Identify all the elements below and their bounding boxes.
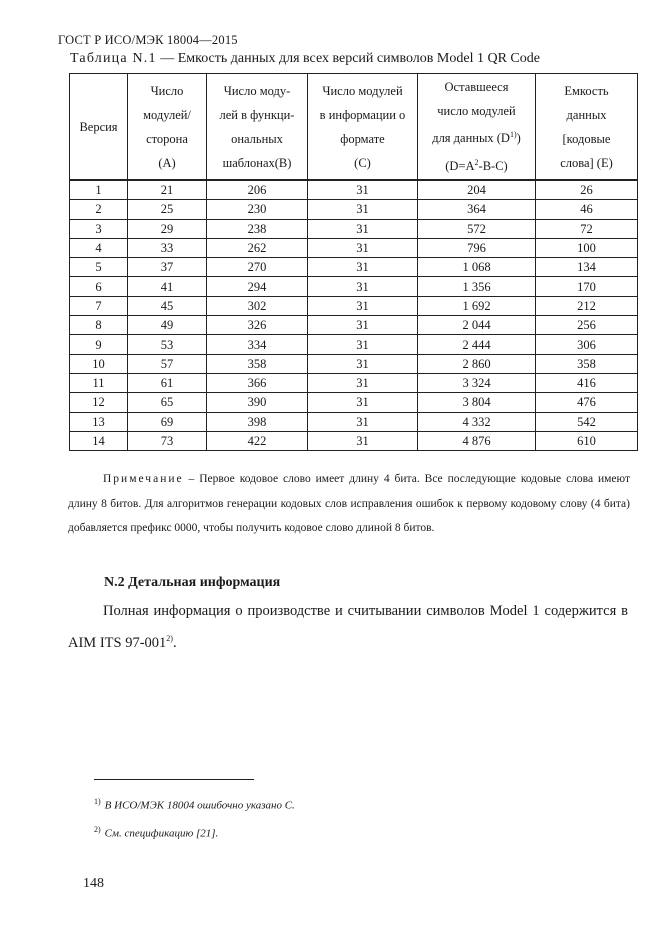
table-cell: 326 <box>207 316 308 335</box>
table-cell: 170 <box>536 277 638 296</box>
footnote-1: $^{1)}$ В ИСО/МЭК 18004 ошибочно указано С. <box>94 797 295 812</box>
table-cell: 31 <box>308 180 418 200</box>
table-cell: 31 <box>308 238 418 257</box>
table-cell: 57 <box>128 354 207 373</box>
table-row <box>70 277 638 296</box>
table-cell: 204 <box>418 180 536 200</box>
table-cell: 31 <box>308 219 418 238</box>
paragraph-footnote-mark: 2) <box>166 634 173 643</box>
table-cell: 65 <box>128 393 207 412</box>
table-cell: 294 <box>207 277 308 296</box>
table-cell: 12 <box>70 393 128 412</box>
note-text: – Первое кодовое слово имеет длину 4 бита. Все последующие кодовые слова имеют длину 8 битов. Для алгоритмов генерации кодовых слов исправления ошибок к первому кодовому слову (4 бита) добавляется префикс 0000, чтобы получить кодовое слово длиной 8 битов. <box>68 473 630 534</box>
table-cell: 5 <box>70 258 128 277</box>
footnote-2: $^{2)}$ См. спецификацию [21]. <box>94 825 219 840</box>
table-cell: 212 <box>536 296 638 315</box>
footnote-separator <box>94 779 254 780</box>
table-cell: 31 <box>308 258 418 277</box>
table-cell: 1 <box>70 180 128 200</box>
table-caption-text: — Емкость данных для всех версий символов Model 1 QR Code <box>156 51 540 66</box>
table-row <box>70 431 638 450</box>
table-cell: 31 <box>308 373 418 392</box>
table-body <box>70 180 638 451</box>
table-cell: 1 692 <box>418 296 536 315</box>
table-cell: 41 <box>128 277 207 296</box>
table-cell: 1 356 <box>418 277 536 296</box>
table-cell: 10 <box>70 354 128 373</box>
table-cell: 390 <box>207 393 308 412</box>
note-label: Примечание <box>103 473 184 485</box>
table-cell: 3 804 <box>418 393 536 412</box>
table-cell: 31 <box>308 335 418 354</box>
table-cell: 334 <box>207 335 308 354</box>
table-header-row <box>70 74 638 181</box>
table-row <box>70 393 638 412</box>
table-cell: 31 <box>308 200 418 219</box>
table-row <box>70 238 638 257</box>
table-cell: 134 <box>536 258 638 277</box>
table-cell: 416 <box>536 373 638 392</box>
table-cell: 2 444 <box>418 335 536 354</box>
table-row <box>70 219 638 238</box>
table-cell: 13 <box>70 412 128 431</box>
section-paragraph: Полная информация о производстве и считывании символов Model 1 содержится в AIM ITS 97-001$^{2)}$. <box>68 603 628 651</box>
table-cell: 45 <box>128 296 207 315</box>
table-cell: 796 <box>418 238 536 257</box>
table-cell: 25 <box>128 200 207 219</box>
table-row <box>70 316 638 335</box>
table-cell: 262 <box>207 238 308 257</box>
table-cell: 3 324 <box>418 373 536 392</box>
table-cell: 26 <box>536 180 638 200</box>
header-version: Версия <box>70 74 128 181</box>
table-cell: 14 <box>70 431 128 450</box>
table-cell: 230 <box>207 200 308 219</box>
table-cell: 8 <box>70 316 128 335</box>
header-modules-per-side: Число модулей/ сторона (A) <box>128 74 207 181</box>
table-row <box>70 373 638 392</box>
table-cell: 31 <box>308 431 418 450</box>
table-cell: 31 <box>308 354 418 373</box>
table-cell: 53 <box>128 335 207 354</box>
table-cell: 2 044 <box>418 316 536 335</box>
table-row <box>70 258 638 277</box>
table-cell: 2 860 <box>418 354 536 373</box>
table-cell: 610 <box>536 431 638 450</box>
table-row <box>70 180 638 200</box>
table-cell: 476 <box>536 393 638 412</box>
table-caption <box>70 51 540 67</box>
table-cell: 7 <box>70 296 128 315</box>
table-cell: 31 <box>308 277 418 296</box>
table-cell: 306 <box>536 335 638 354</box>
table-cell: 270 <box>207 258 308 277</box>
page-number: 148 <box>83 876 104 891</box>
table-cell: 302 <box>207 296 308 315</box>
table-row <box>70 354 638 373</box>
table-note <box>68 467 630 541</box>
table-cell: 69 <box>128 412 207 431</box>
table-cell: 31 <box>308 393 418 412</box>
table-cell: 4 332 <box>418 412 536 431</box>
table-cell: 4 <box>70 238 128 257</box>
section-heading: N.2 Детальная информация <box>104 575 281 590</box>
table-cell: 358 <box>207 354 308 373</box>
table-cell: 6 <box>70 277 128 296</box>
header-remaining-data-modules: Оставшееся число модулей для данных $(D^{1)})$ $(D=A^2-B-C)$ <box>418 74 536 181</box>
table-cell: 21 <box>128 180 207 200</box>
table-row <box>70 200 638 219</box>
table-cell: 358 <box>536 354 638 373</box>
table-cell: 31 <box>308 316 418 335</box>
table-cell: 9 <box>70 335 128 354</box>
table-cell: 238 <box>207 219 308 238</box>
table-caption-label: Таблица N.1 <box>70 51 157 66</box>
table-cell: 37 <box>128 258 207 277</box>
header-function-pattern-modules: Число моду- лей в функци- ональных шаблонах(B) <box>207 74 308 181</box>
table-cell: 542 <box>536 412 638 431</box>
table-cell: 49 <box>128 316 207 335</box>
table-cell: 3 <box>70 219 128 238</box>
header-format-info-modules: Число модулей в информации о формате (C) <box>308 74 418 181</box>
table-cell: 72 <box>536 219 638 238</box>
table-cell: 100 <box>536 238 638 257</box>
table-cell: 4 876 <box>418 431 536 450</box>
table-row <box>70 335 638 354</box>
table-cell: 61 <box>128 373 207 392</box>
table-cell: 31 <box>308 296 418 315</box>
header-footnote-mark: 1) <box>509 130 517 140</box>
table-cell: 364 <box>418 200 536 219</box>
table-row <box>70 412 638 431</box>
table-cell: 572 <box>418 219 536 238</box>
table-cell: 46 <box>536 200 638 219</box>
table-row <box>70 296 638 315</box>
table-cell: 1 068 <box>418 258 536 277</box>
table-cell: 256 <box>536 316 638 335</box>
table-cell: 29 <box>128 219 207 238</box>
table-cell: 206 <box>207 180 308 200</box>
table-cell: 73 <box>128 431 207 450</box>
table-cell: 11 <box>70 373 128 392</box>
table-cell: 33 <box>128 238 207 257</box>
table-cell: 398 <box>207 412 308 431</box>
table-cell: 366 <box>207 373 308 392</box>
data-capacity-table <box>69 73 638 451</box>
table-cell: 422 <box>207 431 308 450</box>
table-cell: 2 <box>70 200 128 219</box>
document-header: ГОСТ Р ИСО/МЭК 18004—2015 <box>58 33 238 47</box>
table-cell: 31 <box>308 412 418 431</box>
header-data-capacity: Емкость данных [кодовые слова] (E) <box>536 74 638 181</box>
